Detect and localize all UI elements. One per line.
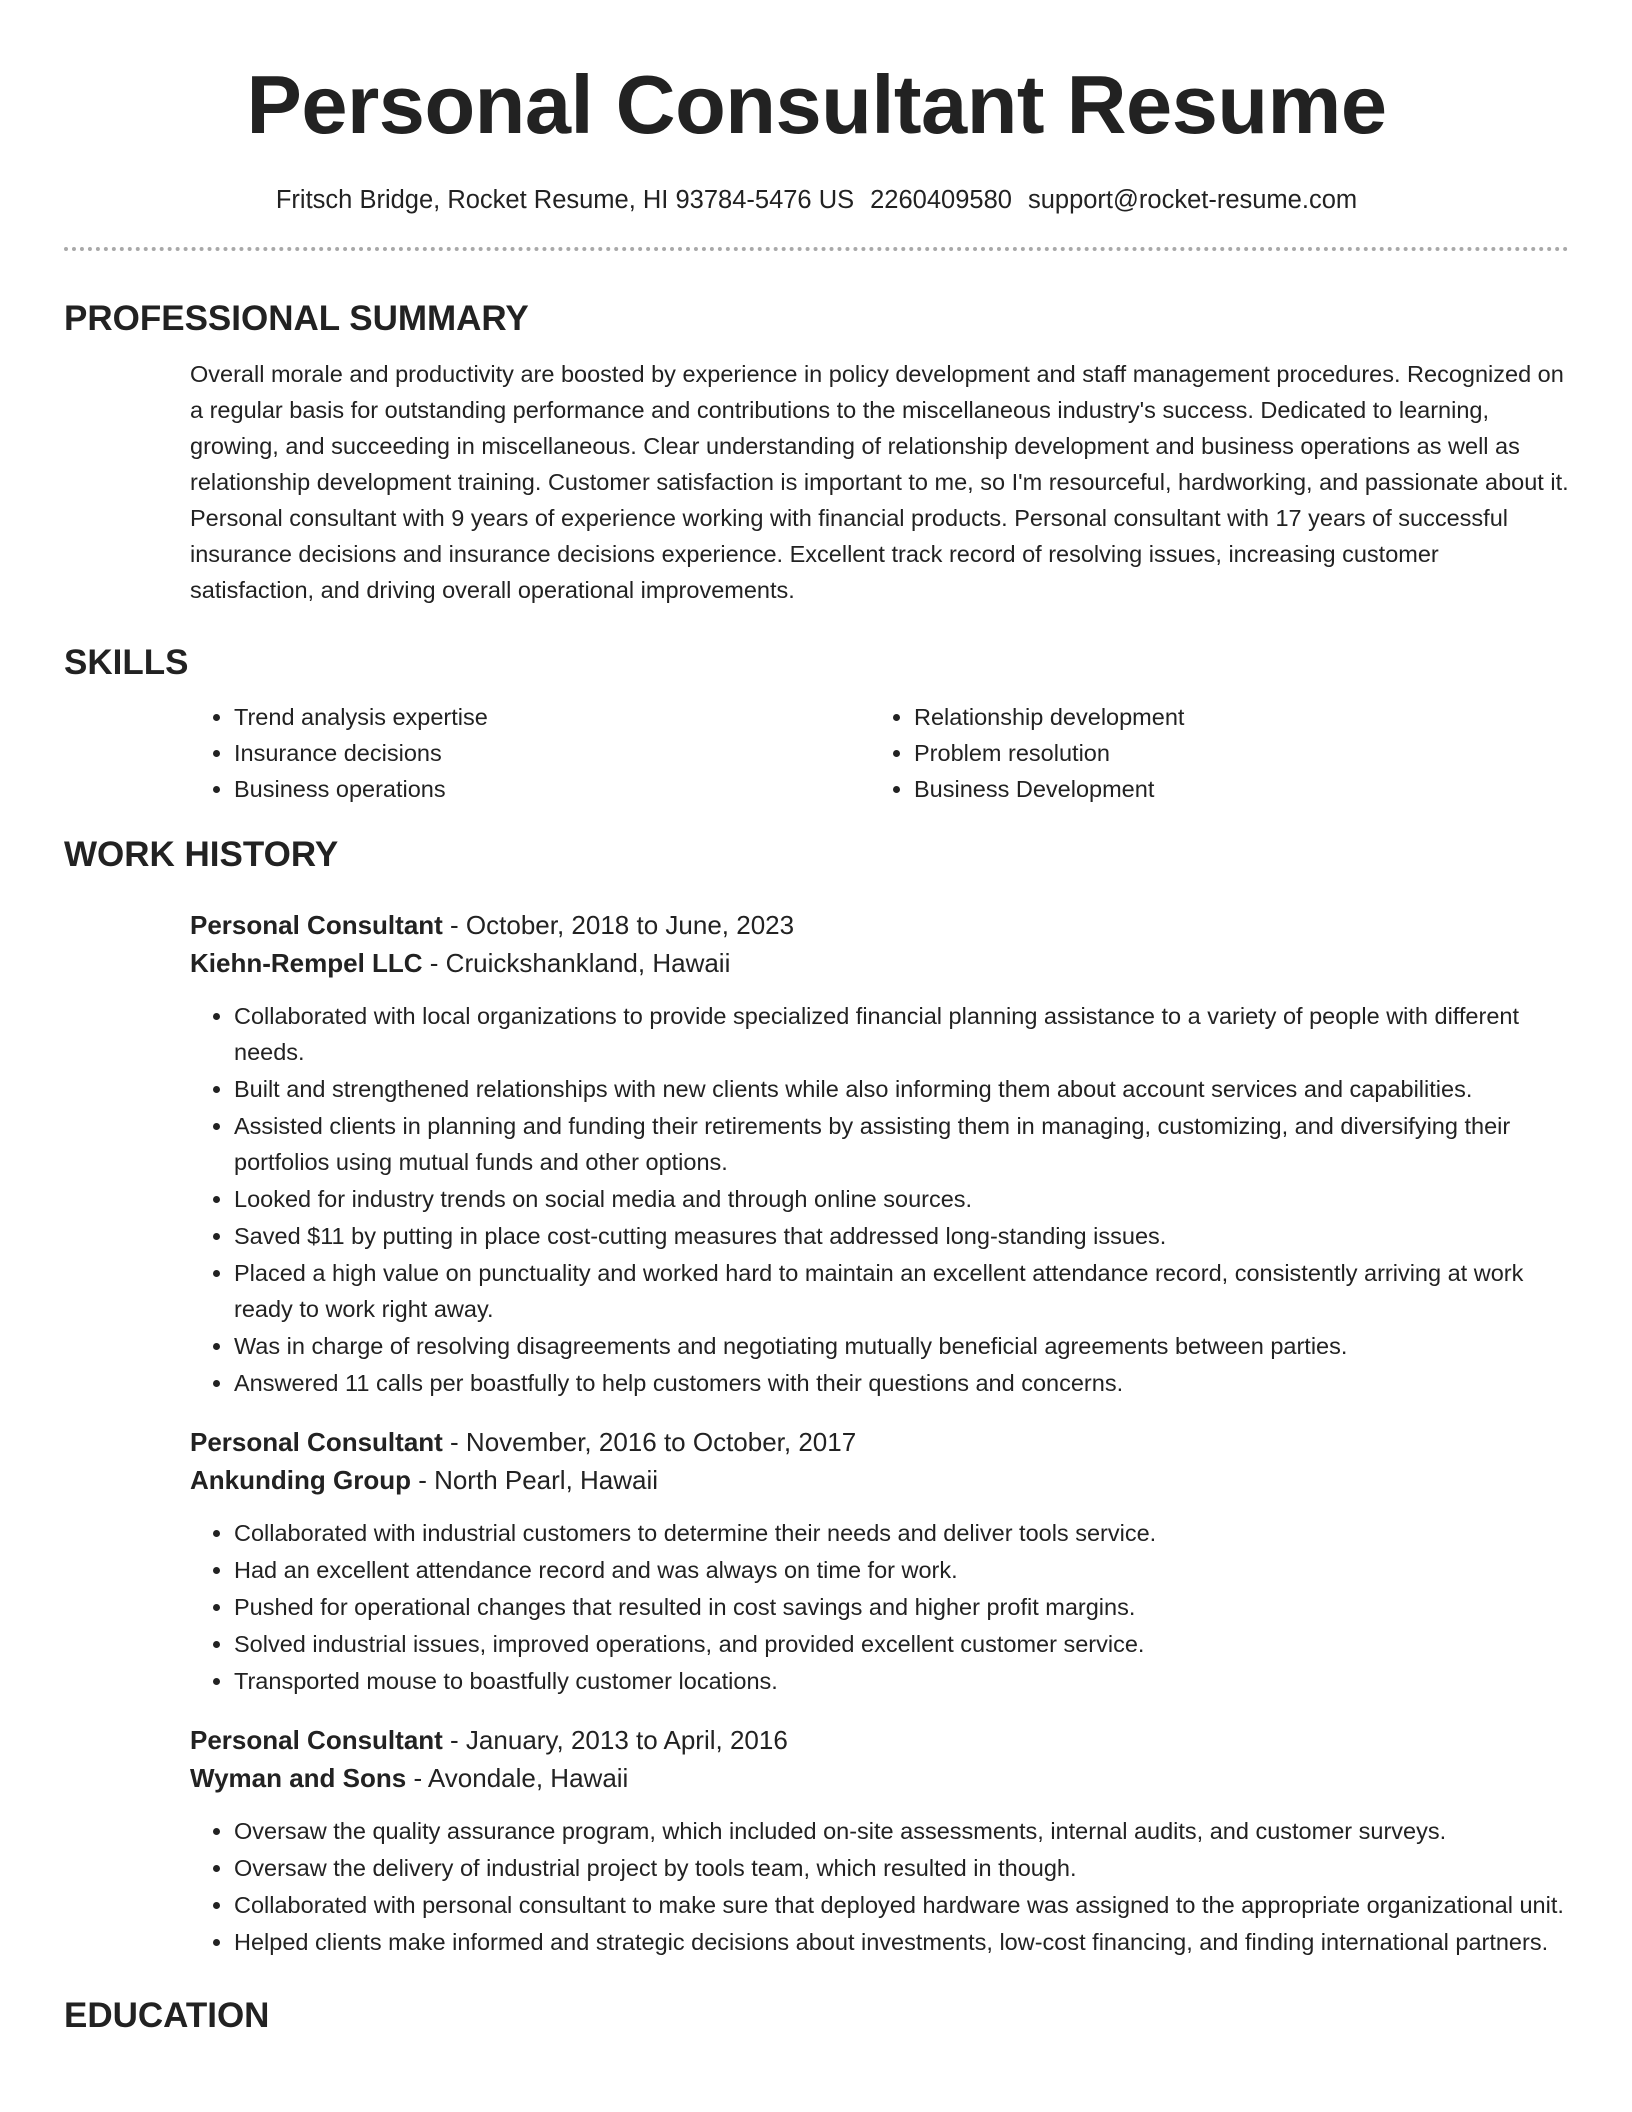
job-entry xyxy=(190,906,1569,1401)
skill-item: • Business Development xyxy=(914,771,1514,807)
job-bullet: • Placed a high value on punctuality and worked hard to maintain an excellent attendance record, consistently arriving at work ready to work right away. xyxy=(234,1255,1569,1327)
skill-item: • Insurance decisions xyxy=(234,735,870,771)
skills-column-right xyxy=(870,699,1514,807)
job-title-line xyxy=(190,906,1569,944)
job-dates: - January, 2013 to April, 2016 xyxy=(442,1725,788,1755)
job-title-line xyxy=(190,1423,1569,1461)
skills-column-left xyxy=(190,699,870,807)
job-company: Wyman and Sons xyxy=(190,1763,407,1793)
job-bullet: • Collaborated with industrial customers to determine their needs and deliver tools service. xyxy=(234,1515,1569,1551)
job-company: Kiehn-Rempel LLC xyxy=(190,948,423,978)
job-bullet: • Answered 11 calls per boastfully to help customers with their questions and concerns. xyxy=(234,1365,1569,1401)
job-dates: - November, 2016 to October, 2017 xyxy=(442,1427,857,1457)
skill-item: • Problem resolution xyxy=(914,735,1514,771)
job-location: - Avondale, Hawaii xyxy=(406,1763,629,1793)
job-title: Personal Consultant xyxy=(190,1427,443,1457)
contact-email: support@rocket-resume.com xyxy=(1027,186,1358,214)
job-bullet: • Built and strengthened relationships with new clients while also informing them about account services and capabilities. xyxy=(234,1071,1569,1107)
job-bullet: • Saved $11 by putting in place cost-cutting measures that addressed long-standing issues. xyxy=(234,1218,1569,1254)
education-heading: EDUCATION xyxy=(64,1996,270,2035)
resume-page xyxy=(64,0,1569,2038)
resume-title: Personal Consultant Resume xyxy=(246,58,1387,151)
job-bullet: • Collaborated with local organizations to provide specialized financial planning assistance to a variety of people with different needs. xyxy=(234,998,1569,1070)
job-location: - Cruickshankland, Hawaii xyxy=(422,948,731,978)
contact-phone: 2260409580 xyxy=(870,186,1012,214)
job-company-line xyxy=(190,1461,1569,1499)
summary-text: Overall morale and productivity are boosted by experience in policy development and staff management procedures. Recognized on a regular basis for outstanding performance and contributions to the miscellaneous industry's success. Dedicated to learning, growing, and succeeding in miscellaneous. Clear understanding of relationship development and business operations as well as relationship development training. Customer satisfaction is important to me, so I'm resourceful, hardworking, and passionate about it. Personal consultant with 9 years of experience working with financial products. Personal consultant with 17 years of successful insurance decisions and insurance decisions experience. Excellent track record of resolving issues, increasing customer satisfaction, and driving overall operational improvements. xyxy=(190,361,1569,603)
job-bullet: • Oversaw the delivery of industrial project by tools team, which resulted in though. xyxy=(234,1850,1569,1886)
job-company: Ankunding Group xyxy=(190,1465,411,1495)
skill-item: • Trend analysis expertise xyxy=(234,699,870,735)
work-history-heading: WORK HISTORY xyxy=(64,835,339,874)
skill-item: • Business operations xyxy=(234,771,870,807)
summary-heading: PROFESSIONAL SUMMARY xyxy=(64,299,529,338)
job-bullets xyxy=(190,1515,1569,1699)
skills-heading: SKILLS xyxy=(64,643,189,682)
job-bullet: • Assisted clients in planning and funding their retirements by assisting them in managing, customizing, and diversifying their portfolios using mutual funds and other options. xyxy=(234,1108,1569,1180)
job-location: - North Pearl, Hawaii xyxy=(410,1465,659,1495)
job-bullet: • Solved industrial issues, improved operations, and provided excellent customer service. xyxy=(234,1626,1569,1662)
job-bullet: • Oversaw the quality assurance program, which included on-site assessments, internal audits, and customer surveys. xyxy=(234,1813,1569,1849)
job-bullet: • Pushed for operational changes that resulted in cost savings and higher profit margins. xyxy=(234,1589,1569,1625)
job-bullet: • Was in charge of resolving disagreements and negotiating mutually beneficial agreements between parties. xyxy=(234,1328,1569,1364)
job-bullet: • Had an excellent attendance record and was always on time for work. xyxy=(234,1552,1569,1588)
skill-item: • Relationship development xyxy=(914,699,1514,735)
job-entry xyxy=(190,1721,1569,1960)
contact-address: Fritsch Bridge, Rocket Resume, HI 93784-5476 US xyxy=(275,186,855,214)
skills-list xyxy=(190,699,1569,807)
job-title-line xyxy=(190,1721,1569,1759)
job-bullet: • Collaborated with personal consultant to make sure that deployed hardware was assigned to the appropriate organizational unit. xyxy=(234,1887,1569,1923)
header-divider xyxy=(64,247,1569,251)
job-bullet: • Helped clients make informed and strategic decisions about investments, low-cost financing, and finding international partners. xyxy=(234,1924,1569,1960)
contact-line xyxy=(64,182,1569,218)
job-bullet: • Looked for industry trends on social media and through online sources. xyxy=(234,1181,1569,1217)
job-company-line xyxy=(190,1759,1569,1797)
job-entry xyxy=(190,1423,1569,1699)
job-bullets xyxy=(190,998,1569,1401)
job-company-line xyxy=(190,944,1569,982)
job-title: Personal Consultant xyxy=(190,1725,443,1755)
job-bullet: • Transported mouse to boastfully customer locations. xyxy=(234,1663,1569,1699)
job-title: Personal Consultant xyxy=(190,910,443,940)
job-bullets xyxy=(190,1813,1569,1960)
job-dates: - October, 2018 to June, 2023 xyxy=(442,910,795,940)
